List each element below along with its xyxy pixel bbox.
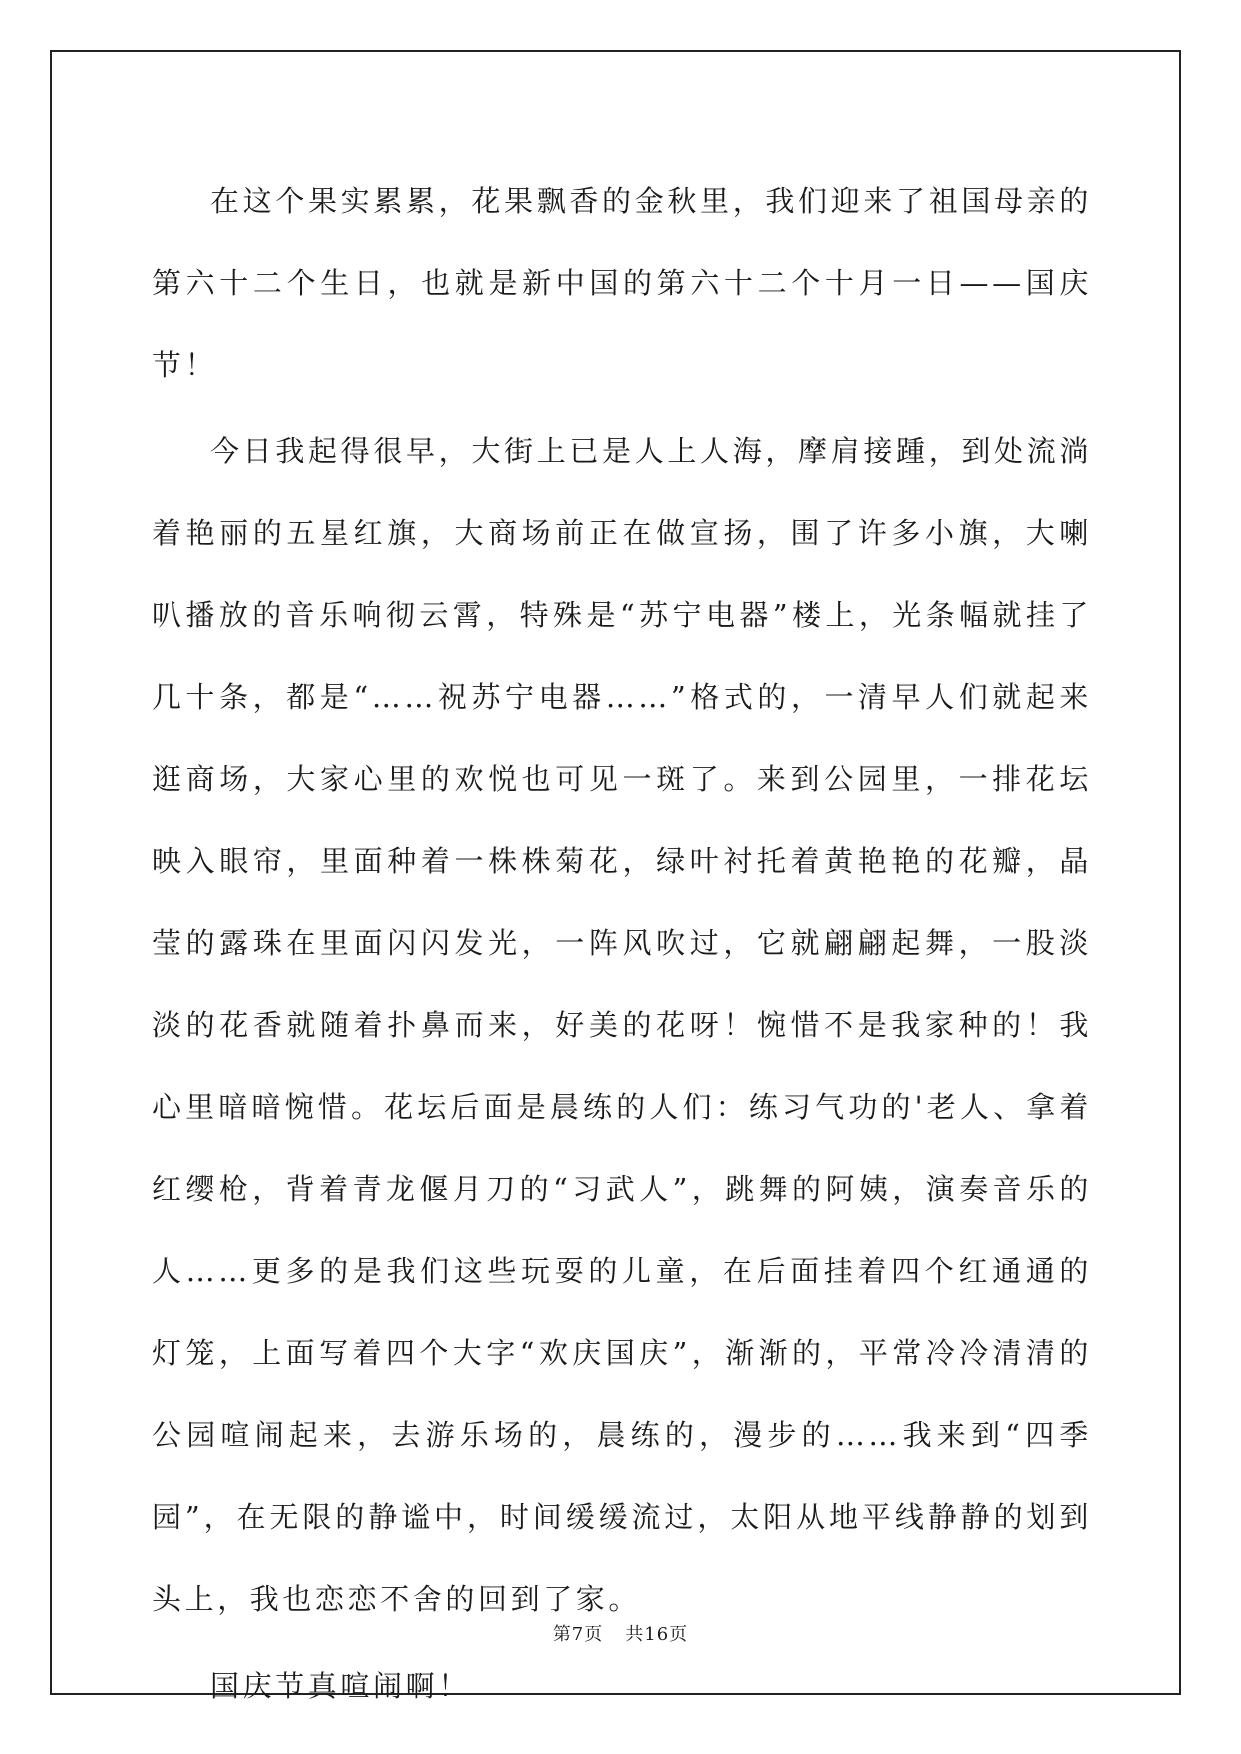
paragraph-1: 在这个果实累累，花果飘香的金秋里，我们迎来了祖国母亲的第六十二个生日，也就是新中国的第六十二个十月一日——国庆节！ xyxy=(152,184,1092,382)
page-number: 第7页 xyxy=(552,1624,604,1645)
paragraph-2: 今日我起得很早，大街上已是人上人海，摩肩接踵，到处流淌着艳丽的五星红旗，大商场前正在做宣扬，围了许多小旗，大喇叭播放的音乐响彻云霄，特殊是“苏宁电器”楼上，光条幅就挂了几十条，都是“……祝苏宁电器……”格式的，一清早人们就起来逛商场，大家心里的欢悦也可见一斑了。来到公园里，一排花坛映入眼帘，里面种着一株株菊花，绿叶衬托着黄艳艳的花瓣，晶莹的露珠在里面闪闪发光，一阵风吹过，它就翩翩起舞，一股淡淡的花香就随着扑鼻而来，好美的花呀！惋惜不是我家种的！我心里暗暗惋惜。花坛后面是晨练的人们：练习气功的'老人、拿着红缨枪，背着青龙偃月刀的“习武人”，跳舞的阿姨，演奏音乐的人……更多的是我们这些玩耍的儿童，在后面挂着四个红通通的灯笼，上面写着四个大字“欢庆国庆”，渐渐的，平常冷冷清清的公园喧闹起来，去游乐场的，晨练的，漫步的……我来到“四季园”，在无限的静谧中，时间缓缓流过，太阳从地平线静静的划到头上，我也恋恋不舍的回到了家。 xyxy=(152,434,1092,1616)
page-total: 共16页 xyxy=(625,1624,689,1645)
document-body xyxy=(152,160,1092,1727)
page-footer xyxy=(0,1620,1241,1646)
paragraph-3: 国庆节真喧闹啊！ xyxy=(210,1669,471,1703)
